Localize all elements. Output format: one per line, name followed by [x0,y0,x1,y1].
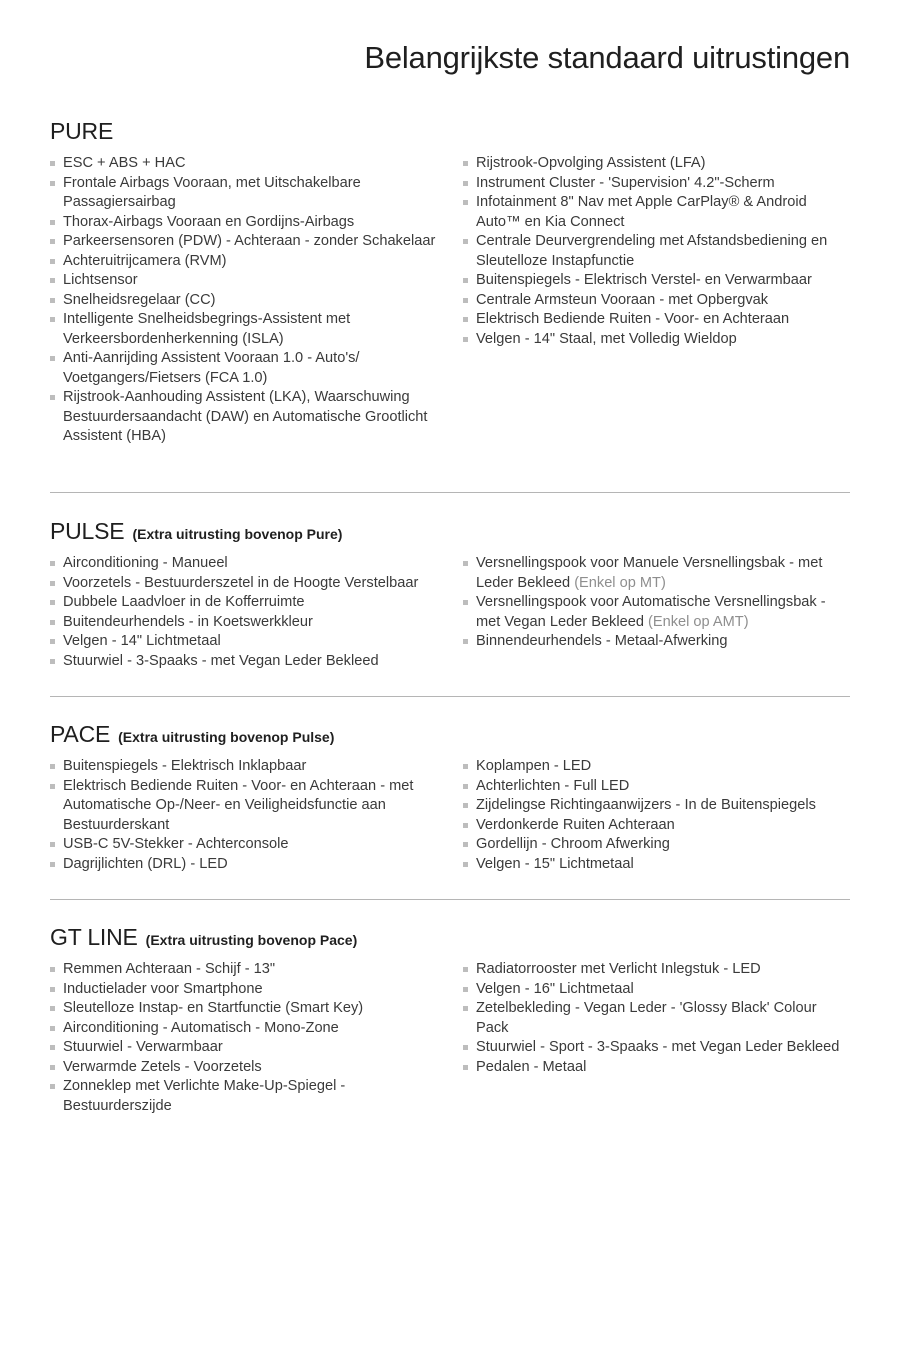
feature-item [50,613,450,633]
feature-text: Intelligente Snelheidsbegrings-Assistent met Verkeersbordenherkenning (ISLA) [63,311,351,347]
feature-text: Radiatorrooster met Verlicht Inlegstuk - LED [476,961,761,977]
bullet-icon [50,561,55,566]
feature-text: Zijdelingse Richtingaanwijzers - In de Buitenspiegels [476,797,816,813]
feature-item [463,632,850,652]
feature-text: Zetelbekleding - Vegan Leder - 'Glossy Black' Colour Pack [476,1000,817,1036]
feature-text: Stuurwiel - Sport - 3-Spaaks - met Vegan Leder Bekleed [476,1039,840,1055]
feature-text: Anti-Aanrijding Assistent Vooraan 1.0 - Auto's/ Voetgangers/Fietsers (FCA 1.0) [63,350,360,386]
feature-item [50,777,450,836]
feature-list-right [463,154,850,447]
bullet-icon [463,1065,468,1070]
bullet-icon [463,317,468,322]
feature-text: Rijstrook-Aanhouding Assistent (LKA), Waarschuwing Bestuurdersaandacht (DAW) en Automatische Grootlicht Assistent (HBA) [63,389,428,444]
section-title: PACE [50,721,111,747]
feature-item [50,593,450,613]
feature-item [463,232,850,271]
feature-list-right [463,554,850,671]
feature-text: Sleutelloze Instap- en Startfunctie (Smart Key) [63,1000,364,1016]
feature-text: Elektrisch Bediende Ruiten - Voor- en Achteraan [476,311,790,327]
feature-text: Lichtsensor [63,272,138,288]
bullet-icon [50,581,55,586]
feature-text: Infotainment 8" Nav met Apple CarPlay® & Android Auto™ en Kia Connect [476,194,807,230]
section-pulse [50,518,850,671]
feature-item [463,999,850,1038]
section-header [50,721,850,751]
feature-text: Instrument Cluster - 'Supervision' 4.2"-Scherm [476,174,775,191]
feature-item [463,193,850,232]
feature-list-left [50,154,450,447]
feature-text: Verwarmde Zetels - Voorzetels [63,1058,262,1075]
feature-item [463,855,850,875]
bullet-icon [463,1045,468,1050]
bullet-icon [463,823,468,828]
section-pace [50,721,850,874]
bullet-icon [50,220,55,225]
feature-item [50,1058,450,1078]
bullet-icon [50,317,55,322]
feature-text: Velgen - 14" Lichtmetaal [63,633,221,649]
feature-text: Versnellingspook voor Automatische Versnellingsbak - met Vegan Leder Bekleed [476,594,826,630]
bullet-icon [50,862,55,867]
bullet-icon [463,600,468,605]
bullet-icon [50,395,55,400]
section-title: PULSE [50,518,125,544]
feature-text: Dubbele Laadvloer in de Kofferruimte [63,594,305,610]
feature-list-right [463,960,850,1116]
page-title: Belangrijkste standaard uitrustingen [364,40,850,75]
feature-item [50,154,450,174]
section-divider [50,492,850,493]
feature-text: Thorax-Airbags Vooraan en Gordijns-Airbags [63,213,355,230]
feature-item [50,960,450,980]
feature-item [50,388,450,447]
section-gt-line [50,924,850,1116]
bullet-icon [463,784,468,789]
feature-text: Frontale Airbags Vooraan, met Uitschakelbare Passagiersairbag [63,174,361,210]
bullet-icon [50,659,55,664]
feature-text: Velgen - 16" Lichtmetaal [476,980,634,997]
feature-text: USB-C 5V-Stekker - Achterconsole [63,836,289,852]
feature-text: Versnellingspook voor Manuele Versnellingsbak - met Leder Bekleed [476,555,823,591]
feature-item [463,593,850,632]
bullet-icon [50,1006,55,1011]
feature-item [50,213,450,233]
bullet-icon [50,639,55,644]
feature-list-left [50,960,450,1116]
bullet-icon [463,298,468,303]
feature-text: Voorzetels - Bestuurderszetel in de Hoogte Verstelbaar [63,574,419,591]
bullet-icon [50,278,55,283]
bullet-icon [50,764,55,769]
feature-item [50,574,450,594]
feature-text: Buitenspiegels - Elektrisch Inklapbaar [63,758,307,774]
feature-item [50,349,450,388]
feature-item [50,652,450,672]
feature-item [50,1019,450,1039]
feature-item [463,1038,850,1058]
bullet-icon [463,987,468,992]
bullet-icon [463,278,468,283]
feature-item [50,310,450,349]
feature-text: Zonneklep met Verlichte Make-Up-Spiegel - Bestuurderszijde [63,1078,346,1114]
feature-item [50,252,450,272]
bullet-icon [50,298,55,303]
feature-item [50,632,450,652]
bullet-icon [463,181,468,186]
feature-item [50,980,450,1000]
feature-text: Achterlichten - Full LED [476,777,630,794]
bullet-icon [50,1026,55,1031]
feature-item [463,835,850,855]
feature-item [463,174,850,194]
feature-text: Rijstrook-Opvolging Assistent (LFA) [476,155,706,171]
section-pure [50,118,850,447]
feature-text: Gordellijn - Chroom Afwerking [476,836,670,852]
bullet-icon [50,842,55,847]
feature-item [50,232,450,252]
feature-item [50,271,450,291]
section-header [50,118,850,148]
feature-text: Stuurwiel - 3-Spaaks - met Vegan Leder Bekleed [63,652,379,669]
feature-item [463,310,850,330]
feature-item [50,999,450,1019]
feature-item [463,960,850,980]
feature-text: ESC + ABS + HAC [63,155,186,171]
feature-text: Dagrijlichten (DRL) - LED [63,855,228,872]
feature-list-left [50,554,450,671]
feature-item [463,816,850,836]
feature-item [50,757,450,777]
bullet-icon [463,561,468,566]
bullet-icon [50,1045,55,1050]
section-subtitle: (Extra uitrusting bovenop Pure) [132,526,343,542]
bullet-icon [463,803,468,808]
feature-item [463,1058,850,1078]
feature-item [50,835,450,855]
feature-list-left [50,757,450,874]
feature-item [50,291,450,311]
feature-text: Verdonkerde Ruiten Achteraan [476,816,675,833]
feature-text: Airconditioning - Manueel [63,555,228,571]
feature-item [463,271,850,291]
feature-text: Buitendeurhendels - in Koetswerkkleur [63,613,313,630]
section-header [50,924,850,954]
bullet-icon [50,967,55,972]
bullet-icon [463,639,468,644]
bullet-icon [463,1006,468,1011]
section-divider [50,696,850,697]
bullet-icon [50,784,55,789]
bullet-icon [50,620,55,625]
feature-list-right [463,757,850,874]
feature-item [463,777,850,797]
bullet-icon [463,862,468,867]
feature-text: Centrale Armsteun Vooraan - met Opbergvak [476,291,769,308]
feature-text: Parkeersensoren (PDW) - Achteraan - zonder Schakelaar [63,233,436,249]
section-subtitle: (Extra uitrusting bovenop Pulse) [118,729,335,745]
feature-text: Inductielader voor Smartphone [63,980,263,997]
section-header [50,518,850,548]
bullet-icon [50,1084,55,1089]
feature-item [50,174,450,213]
feature-item [463,330,850,350]
feature-item [50,855,450,875]
bullet-icon [463,161,468,166]
bullet-icon [50,181,55,186]
bullet-icon [50,259,55,264]
feature-text: Velgen - 14" Staal, met Volledig Wieldop [476,330,737,347]
bullet-icon [463,200,468,205]
feature-item [463,980,850,1000]
bullet-icon [50,1065,55,1070]
bullet-icon [463,967,468,972]
feature-item [463,291,850,311]
bullet-icon [463,239,468,244]
feature-item [50,1077,450,1116]
section-subtitle: (Extra uitrusting bovenop Pace) [145,932,358,948]
feature-text: Centrale Deurvergrendeling met Afstandsbediening en Sleutelloze Instapfunctie [476,233,828,269]
bullet-icon [50,356,55,361]
feature-text: Remmen Achteraan - Schijf - 13" [63,961,276,977]
feature-text: Binnendeurhendels - Metaal-Afwerking [476,633,728,649]
feature-item [50,1038,450,1058]
feature-text: Achteruitrijcamera (RVM) [63,252,227,269]
bullet-icon [50,600,55,605]
feature-item [463,154,850,174]
bullet-icon [463,764,468,769]
section-title: GT LINE [50,924,138,950]
feature-text: Velgen - 15" Lichtmetaal [476,855,634,872]
feature-text: Airconditioning - Automatisch - Mono-Zone [63,1019,339,1036]
feature-note: (Enkel op MT) [574,574,666,591]
bullet-icon [463,337,468,342]
feature-text: Stuurwiel - Verwarmbaar [63,1039,223,1055]
feature-item [463,757,850,777]
bullet-icon [50,987,55,992]
feature-text: Koplampen - LED [476,758,592,774]
feature-item [50,554,450,574]
section-divider [50,899,850,900]
feature-text: Buitenspiegels - Elektrisch Verstel- en Verwarmbaar [476,272,812,288]
bullet-icon [50,239,55,244]
feature-text: Snelheidsregelaar (CC) [63,291,216,308]
section-title: PURE [50,118,114,144]
feature-text: Pedalen - Metaal [476,1058,587,1075]
bullet-icon [463,842,468,847]
feature-item [463,554,850,593]
feature-note: (Enkel op AMT) [648,613,749,630]
bullet-icon [50,161,55,166]
feature-item [463,796,850,816]
feature-text: Elektrisch Bediende Ruiten - Voor- en Achteraan - met Automatische Op-/Neer- en Veiligheidsfunctie aan Bestuurderskant [63,777,414,833]
